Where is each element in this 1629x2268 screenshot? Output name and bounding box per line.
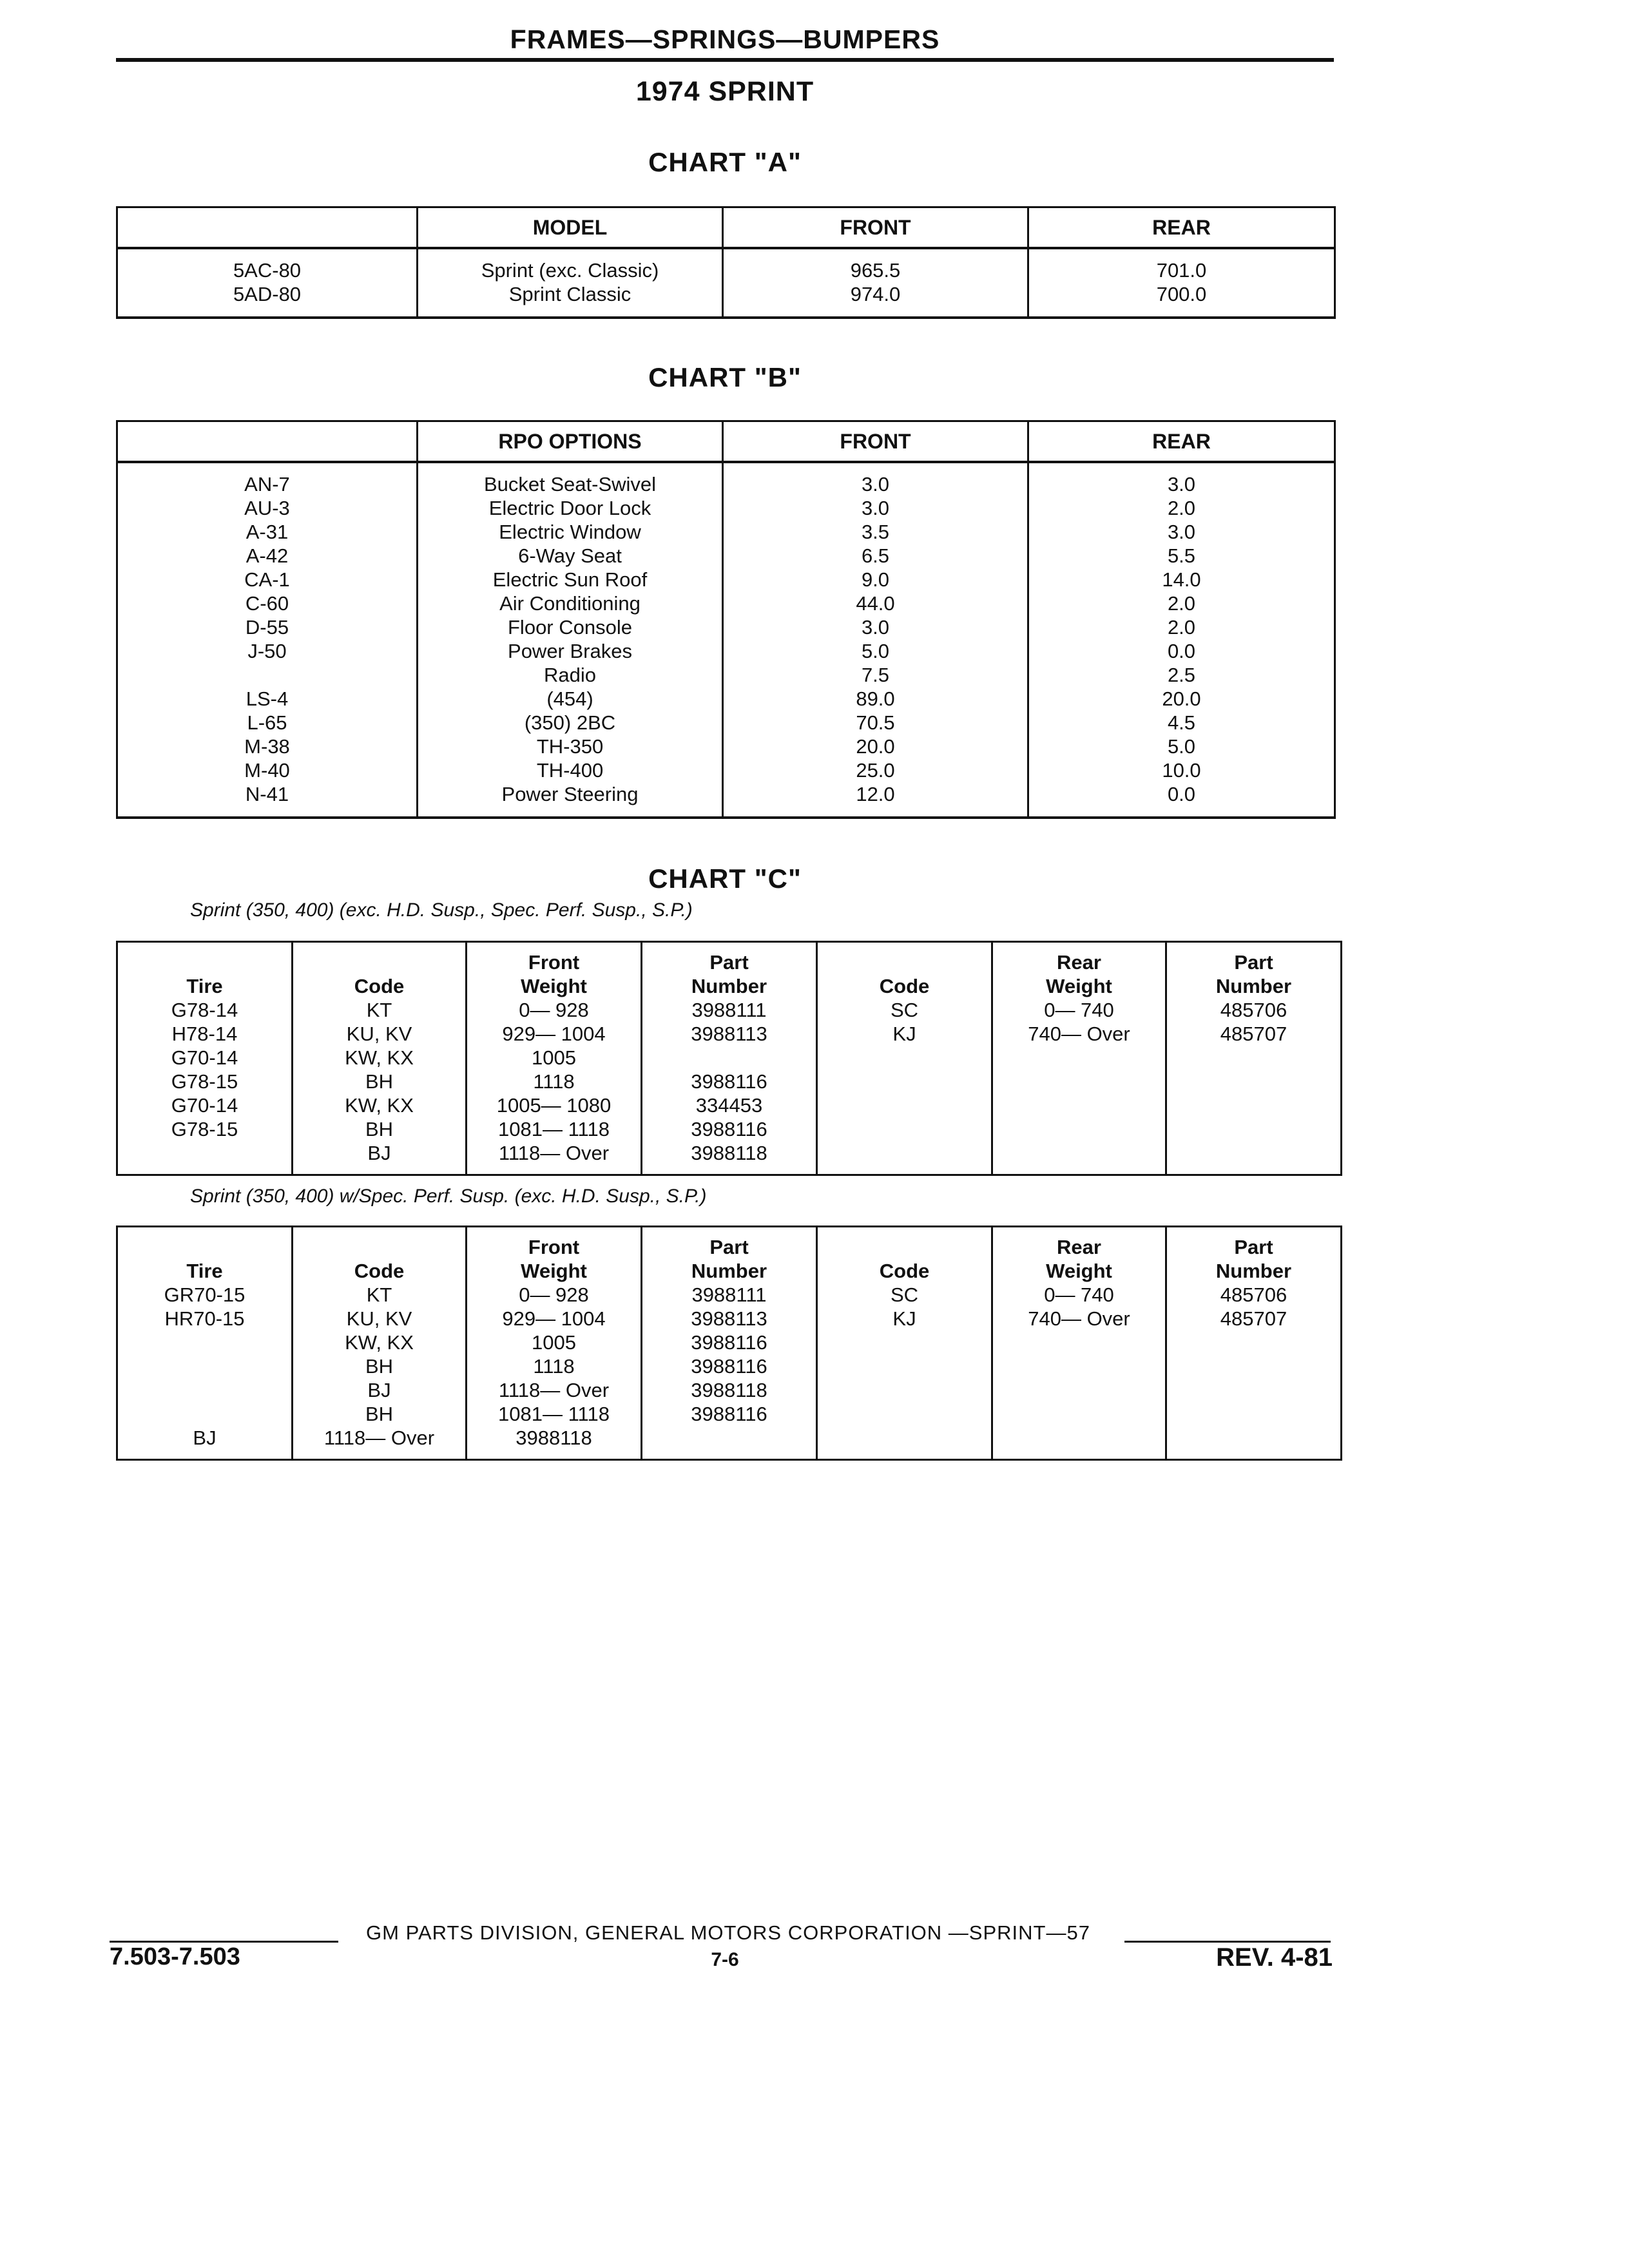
chart-c-title: CHART "C" [648,863,802,894]
part-number-header: Number [691,1260,767,1282]
rear-code-header: Code [879,1260,930,1282]
code-header: Code [354,1260,405,1282]
front-weight-header: Front [528,1236,580,1258]
spring-code: BH [365,1403,394,1425]
front-weight-column [467,1227,642,1460]
front-part-number-column [642,1227,817,1460]
rear-code: SC [890,1283,919,1306]
rpo-front: 25.0 [856,759,895,782]
chart-b-table [116,420,1336,819]
footer-rule-right [1124,1941,1331,1943]
chart-a-model: Sprint (exc. Classic) [481,259,659,282]
rpo-option: Power Steering [501,783,639,805]
front-weight: 1118 [533,1355,575,1378]
chart-b-title: CHART "B" [648,362,802,392]
part-number-header: Part [709,1236,749,1258]
rear-weight: 0— 740 [1044,999,1114,1021]
rpo-front: 7.5 [861,664,890,686]
chart-a-codes [117,248,418,318]
tire-size: GR70-15 [164,1283,246,1306]
chart-c-table-2 [116,1225,1342,1461]
tire-size: G78-14 [171,999,238,1021]
rear-part-number-column [1166,942,1342,1175]
rpo-option: Electric Sun Roof [492,568,648,591]
front-part-number-column [642,942,817,1175]
rpo-front: 12.0 [856,783,895,805]
rear-code-column [817,942,992,1175]
chart-b-body-row [117,462,1335,818]
tire-size: G70-14 [171,1094,238,1117]
rpo-option: Bucket Seat-Swivel [483,473,657,495]
chart-a-header-rear: REAR [1028,207,1335,249]
part-number: 3988116 [691,1331,767,1354]
rear-code: KJ [892,1307,916,1330]
rpo-option: Electric Window [499,521,641,543]
chart-a-front-values [723,248,1028,318]
tire-size: G78-15 [171,1070,238,1093]
rpo-rear: 0.0 [1167,783,1196,805]
rpo-rear: 5.0 [1167,735,1196,758]
rear-code-column [817,1227,992,1460]
tire-header: Tire [186,1260,223,1282]
part-number: 3988111 [691,1283,767,1306]
spring-code: BJ [367,1379,391,1401]
chart-b-header-row [117,421,1335,463]
rpo-option: Radio [544,664,596,686]
spring-code: KW, KX [345,1094,414,1117]
rpo-option: Floor Console [508,616,632,639]
front-weight: 929— 1004 [502,1307,606,1330]
rear-weight-header: Weight [1046,1260,1112,1282]
rear-part-number-header: Number [1215,975,1292,997]
part-number: 3988113 [691,1307,767,1330]
chart-a-front: 965.5 [850,259,901,282]
footer-rule-left [110,1941,338,1943]
rear-part-number-header: Number [1215,1260,1292,1282]
chart-b-header-blank [117,421,418,463]
front-weight-header: Weight [521,975,587,997]
rear-weight-column [992,942,1166,1175]
rpo-rear: 2.5 [1167,664,1196,686]
front-weight: 1081— 1118 [498,1403,610,1425]
chart-b-header-options: RPO OPTIONS [418,421,723,463]
front-weight: 3988118 [516,1427,592,1449]
rpo-code: CA-1 [244,568,290,591]
rpo-front: 9.0 [861,568,890,591]
rear-weight-header: Rear [1057,1236,1101,1258]
part-number: 3988113 [691,1023,767,1045]
rpo-code: AN-7 [244,473,290,495]
front-weight: 1005 [532,1331,576,1354]
front-code-column [293,942,467,1175]
rpo-code: C-60 [245,592,289,615]
tire-size: G70-14 [171,1046,238,1069]
rpo-front: 3.0 [861,497,890,519]
rpo-rear: 3.0 [1167,473,1196,495]
chart-a-table [116,206,1336,319]
chart-a-models [418,248,723,318]
rpo-code: AU-3 [244,497,290,519]
footer-division: GM PARTS DIVISION, GENERAL MOTORS CORPORATION —SPRINT—57 [366,1921,1090,1944]
rpo-rear: 3.0 [1167,521,1196,543]
chart-b-front-values [723,462,1028,818]
part-number: 3988118 [691,1142,767,1164]
chart-a-rear: 700.0 [1156,283,1207,305]
chart-a-header-blank [117,207,418,249]
rear-weight-header: Rear [1057,951,1101,974]
front-weight: 929— 1004 [502,1023,606,1045]
rpo-code: N-41 [245,783,289,805]
front-weight: 0— 928 [519,1283,589,1306]
rear-part-number: 485707 [1220,1307,1287,1330]
part-number: 3988111 [691,999,767,1021]
front-weight: 1118— Over [498,1142,610,1164]
chart-a-header-row [117,207,1335,249]
rear-code-header: Code [879,975,930,997]
chart-c-table-2-row [117,1227,1342,1460]
page-subtitle: 1974 SPRINT [635,76,815,107]
rear-code: SC [890,999,919,1021]
rpo-option: TH-400 [536,759,604,782]
tire-header: Tire [186,975,223,997]
rpo-code: M-40 [244,759,290,782]
rear-part-number: 485706 [1220,999,1287,1021]
tire-size: HR70-15 [164,1307,245,1330]
rear-part-number-header: Part [1234,951,1273,974]
rpo-front: 89.0 [856,687,895,710]
chart-a-header-front: FRONT [723,207,1028,249]
rpo-rear: 2.0 [1167,616,1196,639]
rpo-front: 6.5 [861,544,890,567]
tire-size: H78-14 [171,1023,238,1045]
rpo-front: 3.5 [861,521,890,543]
spring-code: BJ [367,1142,391,1164]
chart-c-table-1-row [117,942,1342,1175]
footer-revision: REV. 4-81 [1216,1943,1333,1972]
chart-a-model: Sprint Classic [508,283,631,305]
front-weight: 1081— 1118 [498,1118,610,1140]
rpo-code: A-31 [246,521,289,543]
spring-code: KW, KX [345,1046,414,1069]
tire-column [117,1227,293,1460]
rpo-rear: 20.0 [1162,687,1201,710]
chart-a-header-model: MODEL [418,207,723,249]
rpo-option: Power Brakes [508,640,632,662]
tire-size: BJ [193,1427,217,1449]
tire-size: G78-15 [171,1118,238,1140]
rpo-option: Air Conditioning [499,592,641,615]
tire-column [117,942,293,1175]
rpo-code: L-65 [247,711,287,734]
spring-code: 1118— Over [323,1427,435,1449]
rpo-rear: 4.5 [1167,711,1196,734]
chart-c-caption-2: Sprint (350, 400) w/Spec. Perf. Susp. (exc. H.D. Susp., S.P.) [190,1186,707,1207]
rpo-front: 3.0 [861,616,890,639]
front-weight-column [467,942,642,1175]
rpo-rear: 14.0 [1162,568,1201,591]
footer-section-code: 7.503-7.503 [110,1943,240,1970]
rpo-front: 44.0 [856,592,895,615]
chart-c-caption-1: Sprint (350, 400) (exc. H.D. Susp., Spec. Perf. Susp., S.P.) [190,899,693,921]
rpo-code: A-42 [246,544,289,567]
rpo-front: 3.0 [861,473,890,495]
rpo-option: TH-350 [536,735,604,758]
chart-a-rear-values [1028,248,1335,318]
rpo-option: (350) 2BC [524,711,616,734]
chart-a-code: 5AC-80 [233,259,302,282]
rear-weight: 0— 740 [1044,1283,1114,1306]
chart-a-front: 974.0 [850,283,901,305]
spring-code: KW, KX [345,1331,414,1354]
front-weight: 1005 [532,1046,576,1069]
spring-code: KU, KV [346,1307,412,1330]
header-rule [116,58,1334,62]
part-number: 334453 [695,1094,763,1117]
rpo-option: Electric Door Lock [488,497,651,519]
front-weight: 1118— Over [498,1379,610,1401]
rear-weight-header: Weight [1046,975,1112,997]
rear-weight: 740— Over [1028,1023,1130,1045]
chart-a-title: CHART "A" [648,147,802,177]
rear-weight: 740— Over [1028,1307,1130,1330]
spring-code: KT [366,1283,392,1306]
rpo-option: (454) [546,687,593,710]
front-weight-header: Weight [521,1260,587,1282]
rpo-code: M-38 [244,735,290,758]
part-number-header: Number [691,975,767,997]
rpo-rear: 2.0 [1167,497,1196,519]
front-code-column [293,1227,467,1460]
section-title: FRAMES—SPRINGS—BUMPERS [510,24,940,54]
front-weight: 0— 928 [519,999,589,1021]
rpo-front: 20.0 [856,735,895,758]
rpo-option: 6-Way Seat [518,544,622,567]
rear-part-number-header: Part [1234,1236,1273,1258]
rear-part-number: 485706 [1220,1283,1287,1306]
rpo-rear: 2.0 [1167,592,1196,615]
rpo-front: 5.0 [861,640,890,662]
spring-code: BH [365,1070,394,1093]
chart-b-rear-values [1028,462,1335,818]
rear-weight-column [992,1227,1166,1460]
rpo-code: D-55 [245,616,289,639]
front-weight: 1118 [533,1070,575,1093]
rpo-code: J-50 [247,640,287,662]
rpo-rear: 5.5 [1167,544,1196,567]
front-weight-header: Front [528,951,580,974]
part-number-header: Part [709,951,749,974]
chart-b-options [418,462,723,818]
part-number: 3988116 [691,1355,767,1378]
rpo-code: LS-4 [246,687,289,710]
chart-b-codes [117,462,418,818]
rpo-rear: 0.0 [1167,640,1196,662]
chart-c-table-1 [116,941,1342,1176]
spring-code: KT [366,999,392,1021]
part-number: 3988116 [691,1118,767,1140]
rpo-code [118,663,416,687]
part-number: 3988116 [691,1403,767,1425]
rpo-rear: 10.0 [1162,759,1201,782]
chart-a-body-row [117,248,1335,318]
rear-part-number-column [1166,1227,1342,1460]
chart-b-header-front: FRONT [723,421,1028,463]
part-number [642,1046,816,1070]
rear-code: KJ [892,1023,916,1045]
spring-code: BH [365,1355,394,1378]
chart-a-rear: 701.0 [1156,259,1207,282]
chart-b-header-rear: REAR [1028,421,1335,463]
spring-code: KU, KV [346,1023,412,1045]
rpo-front: 70.5 [856,711,895,734]
spring-code: BH [365,1118,394,1140]
part-number: 3988116 [691,1070,767,1093]
footer-page-number: 7-6 [711,1949,739,1970]
rear-part-number: 485707 [1220,1023,1287,1045]
front-weight: 1005— 1080 [496,1094,612,1117]
chart-a-code: 5AD-80 [233,283,302,305]
code-header: Code [354,975,405,997]
part-number: 3988118 [691,1379,767,1401]
